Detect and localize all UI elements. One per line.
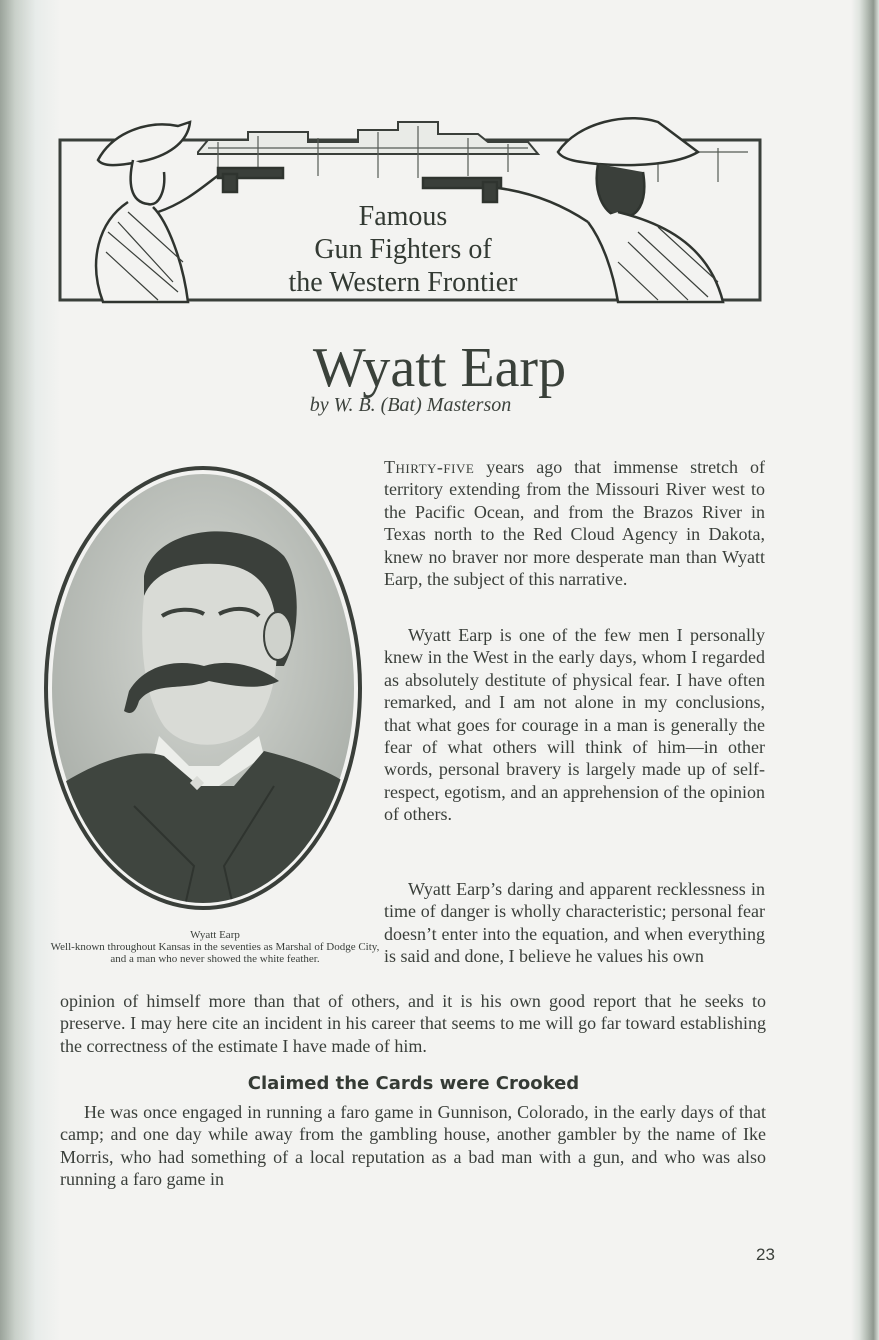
portrait-icon [44, 466, 362, 910]
section-paragraph [60, 1101, 766, 1191]
series-title-line-1: Famous [358, 201, 448, 232]
section-heading: Claimed the Cards were Crooked [247, 1073, 580, 1094]
page-number: 23 [756, 1245, 775, 1264]
lead-small-caps: Thirty-five [384, 457, 475, 477]
paragraph-3-column [384, 878, 765, 968]
paragraph-1-text: years ago that immense stretch of territory extending from the Missouri River west to the Pacific Ocean, and from the Brazos River in Texas north to the Red Cloud Agency in Dakota, knew no braver nor more desperate man than Wyatt Earp, the subject of this narrative. [384, 457, 765, 590]
portrait-caption [50, 929, 380, 965]
series-title-line-3: the Western Frontier [288, 267, 518, 298]
caption-name: Wyatt Earp [190, 929, 240, 941]
paragraph-1 [384, 456, 765, 590]
paragraph-3-continued [60, 990, 766, 1057]
series-title [258, 200, 548, 299]
section-paragraph-text: He was once engaged in running a faro game in Gunnison, Colorado, in the early days of that camp; and one day while away from the gambling house, another gambler by the name of Ike Morris, who had something of a local reputation as a bad man with a gun, and who was also running a faro game in [60, 1102, 766, 1190]
header-illustration [58, 112, 763, 312]
portrait-photo [44, 466, 362, 910]
paragraph-2 [384, 624, 765, 826]
article-title: Wyatt Earp [312, 337, 567, 399]
series-title-line-2: Gun Fighters of [314, 234, 492, 265]
paragraph-3-text-column: Wyatt Earp’s daring and apparent recklessness in time of danger is wholly characteristic; personal fear doesn’t enter into the equation, and when everything is said and done, I believe he values his own [384, 879, 765, 967]
paragraph-2-text: Wyatt Earp is one of the few men I personally knew in the West in the early days, whom I regarded as absolutely destitute of physical fear. I have often remarked, and I am not alone in my conclusions, that what goes for courage in a man is generally the fear of what others will think of him—in other words, personal bravery is largely made up of self-respect, egotism, and an apprehension of the opinion of others. [384, 625, 765, 825]
paragraph-3-text-full: opinion of himself more than that of others, and it is his own good report that he seeks to preserve. I may here cite an incident in his career that seems to me will go far toward establishing the correctness of the estimate I have made of him. [60, 991, 766, 1056]
page-edge [851, 0, 879, 1340]
caption-text: Well-known throughout Kansas in the seventies as Marshal of Dodge City, and a man who never showed the white feather. [50, 941, 380, 965]
article-byline: by W. B. (Bat) Masterson [309, 394, 512, 416]
